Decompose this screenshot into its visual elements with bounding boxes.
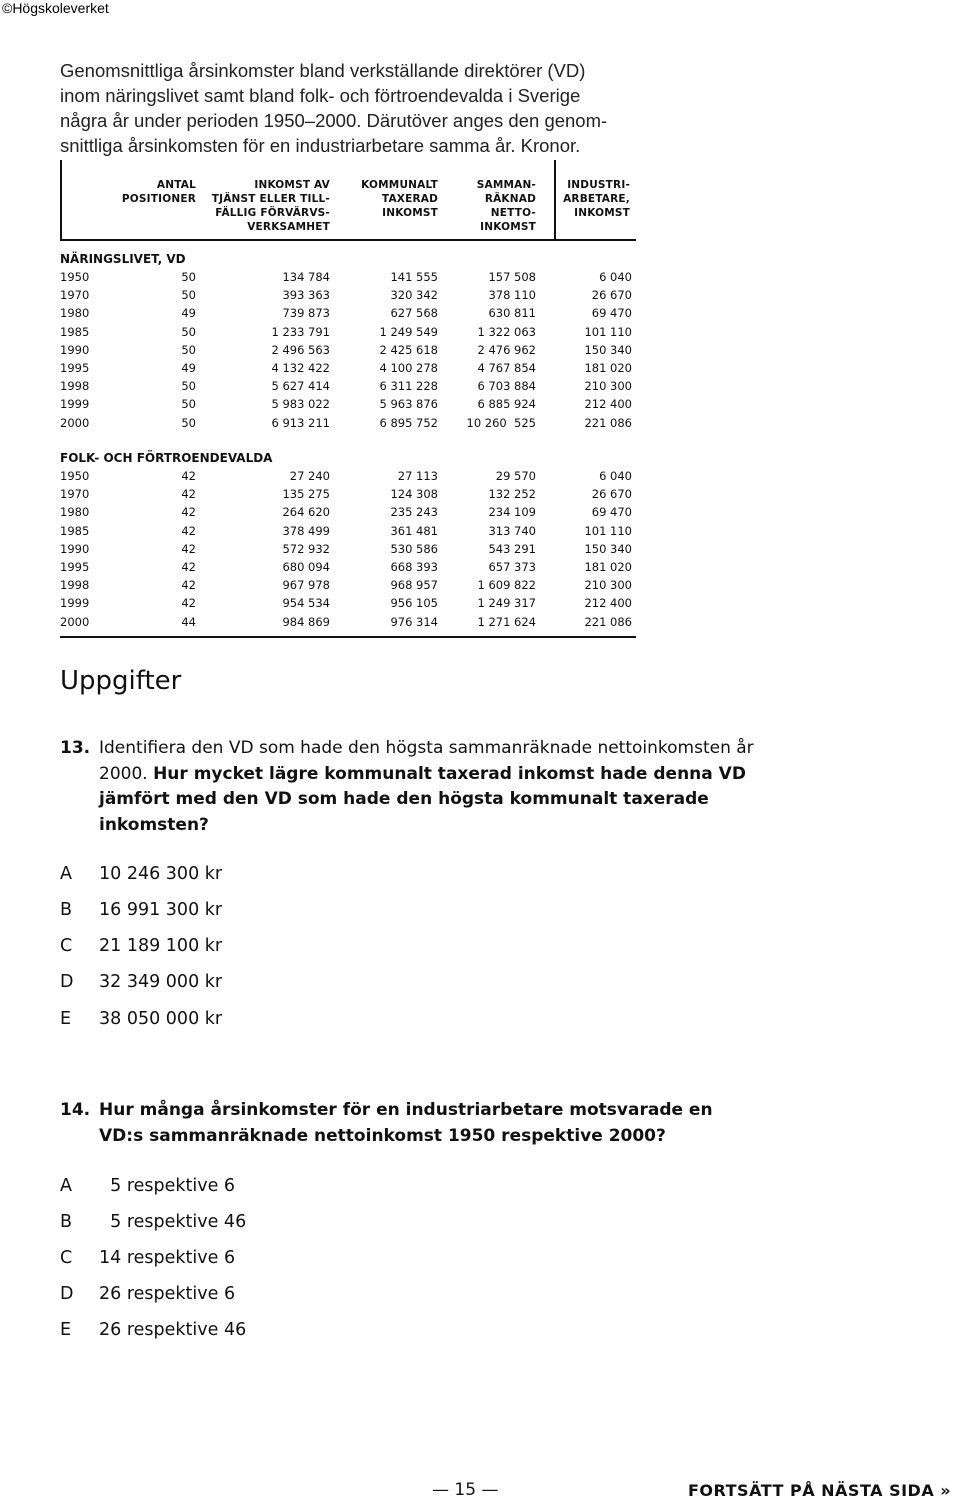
cell-kommunalt: 627 568 — [390, 306, 438, 321]
cell-industri: 210 300 — [584, 578, 632, 593]
cell-kommunalt: 4 100 278 — [379, 361, 438, 375]
cell-industri: 26 670 — [591, 487, 632, 502]
cell-kommunalt: 5 963 876 — [379, 397, 438, 412]
cell-industri: 69 470 — [591, 505, 632, 520]
cell-year: 1998 — [60, 578, 90, 593]
intro-line: snittliga årsinkomsten för en industriarbetare samma år. Kronor. — [60, 135, 581, 156]
page-number: — 15 — — [432, 1480, 499, 1500]
table-row — [60, 397, 632, 415]
cell-year: 1985 — [60, 324, 90, 339]
cell-kommunalt: 1 249 549 — [379, 324, 438, 339]
cell-inkomst: 954 534 — [282, 596, 330, 611]
cell-sammanraknad: 6 703 884 — [477, 379, 536, 394]
cell-kommunalt: 124 308 — [390, 487, 438, 502]
cell-kommunalt: 6 895 752 — [379, 415, 438, 430]
question-number: 13. — [60, 738, 91, 758]
question-text: Identifiera den VD som hade den högsta sammanräknade nettoinkomsten år 2000. Hur mycket lägre kommunalt taxerad inkomst hade denna VD jämfört med den VD som hade den högsta kommunalt taxerade inkomsten? — [99, 738, 754, 835]
cell-kommunalt: 968 957 — [390, 578, 438, 593]
copyright-label: ©Högskoleverket — [2, 0, 109, 16]
cell-sammanraknad: 657 373 — [488, 560, 536, 574]
cell-sammanraknad: 157 508 — [488, 270, 536, 284]
cell-sammanraknad: 132 252 — [488, 487, 536, 502]
table-row — [60, 578, 632, 596]
cell-kommunalt: 141 555 — [390, 270, 438, 284]
cell-industri: 212 400 — [584, 397, 632, 412]
cell-industri: 212 400 — [584, 596, 632, 611]
table-row — [60, 542, 632, 560]
intro-paragraph — [60, 58, 660, 158]
table-divider-right — [554, 160, 556, 240]
table-row — [60, 288, 632, 306]
intro-line: några år under perioden 1950–2000. Därutöver anges den genom- — [60, 110, 608, 131]
cell-kommunalt: 530 586 — [390, 541, 438, 556]
cell-year: 1980 — [60, 505, 90, 520]
cell-year: 1985 — [60, 523, 90, 538]
cell-antal: 50 — [181, 397, 196, 412]
table-row — [60, 505, 632, 523]
continue-label: FORTSÄTT PÅ NÄSTA SIDA » — [688, 1481, 952, 1500]
table-row — [60, 325, 632, 343]
cell-year: 2000 — [60, 415, 90, 430]
cell-inkomst: 680 094 — [282, 560, 330, 574]
cell-industri: 6 040 — [599, 270, 632, 284]
question-14 — [60, 1098, 780, 1149]
cell-sammanraknad: 1 249 317 — [477, 596, 536, 611]
cell-industri: 181 020 — [584, 560, 632, 574]
cell-antal: 50 — [181, 270, 196, 284]
cell-sammanraknad: 378 110 — [488, 288, 536, 303]
cell-inkomst: 967 978 — [282, 578, 330, 593]
cell-year: 1970 — [60, 288, 90, 303]
table-row — [60, 615, 632, 633]
cell-year: 1999 — [60, 397, 90, 412]
cell-year: 1999 — [60, 596, 90, 611]
table-top-rule — [60, 239, 636, 241]
cell-antal: 42 — [181, 578, 196, 593]
cell-year: 1950 — [60, 270, 90, 284]
cell-industri: 150 340 — [584, 342, 632, 357]
cell-sammanraknad: 313 740 — [488, 523, 536, 538]
question-number: 14. — [60, 1100, 91, 1120]
cell-inkomst: 393 363 — [282, 288, 330, 303]
cell-antal: 42 — [181, 523, 196, 538]
section-title-folkvalda: FOLK- OCH FÖRTROENDEVALDA — [60, 451, 273, 465]
cell-industri: 210 300 — [584, 379, 632, 394]
cell-inkomst: 264 620 — [282, 505, 330, 520]
header-sammanraknad: SAMMAN- RÄKNAD NETTO- INKOMST — [476, 179, 536, 233]
cell-antal: 42 — [181, 469, 196, 483]
cell-antal: 42 — [181, 596, 196, 611]
cell-sammanraknad: 29 570 — [495, 469, 536, 483]
cell-year: 1990 — [60, 541, 90, 556]
cell-industri: 221 086 — [584, 415, 632, 430]
cell-industri: 101 110 — [584, 324, 632, 339]
cell-inkomst: 572 932 — [282, 541, 330, 556]
table-row — [60, 306, 632, 324]
cell-antal: 50 — [181, 415, 196, 430]
cell-sammanraknad: 630 811 — [488, 306, 536, 321]
cell-year: 1995 — [60, 361, 90, 375]
cell-kommunalt: 6 311 228 — [379, 379, 438, 394]
cell-year: 1995 — [60, 560, 90, 574]
cell-kommunalt: 361 481 — [390, 523, 438, 538]
cell-industri: 181 020 — [584, 361, 632, 375]
table-row — [60, 560, 632, 578]
cell-sammanraknad: 543 291 — [488, 541, 536, 556]
cell-kommunalt: 235 243 — [390, 505, 438, 520]
cell-antal: 50 — [181, 324, 196, 339]
table-bottom-rule — [60, 636, 636, 638]
cell-sammanraknad: 1 322 063 — [477, 324, 536, 339]
cell-inkomst: 135 275 — [282, 487, 330, 502]
cell-industri: 6 040 — [599, 469, 632, 483]
cell-kommunalt: 27 113 — [397, 469, 438, 483]
cell-inkomst: 378 499 — [282, 523, 330, 538]
header-industriarbetare: INDUSTRI- ARBETARE, INKOMST — [563, 179, 630, 219]
cell-antal: 50 — [181, 288, 196, 303]
cell-kommunalt: 976 314 — [390, 614, 438, 629]
cell-antal: 44 — [181, 614, 196, 629]
cell-antal: 42 — [181, 505, 196, 520]
cell-inkomst: 5 627 414 — [271, 379, 330, 394]
question-13 — [60, 736, 780, 838]
table-row — [60, 469, 632, 487]
section-title-naringslivet: NÄRINGSLIVET, VD — [60, 252, 186, 266]
cell-industri: 26 670 — [591, 288, 632, 303]
cell-sammanraknad: 1 271 624 — [477, 614, 536, 629]
section-heading: Uppgifter — [60, 666, 182, 696]
cell-kommunalt: 2 425 618 — [379, 342, 438, 357]
table-row — [60, 270, 632, 288]
table-row — [60, 379, 632, 397]
table-row — [60, 596, 632, 614]
cell-antal: 50 — [181, 379, 196, 394]
cell-inkomst: 134 784 — [282, 270, 330, 284]
header-kommunalt: KOMMUNALT TAXERAD INKOMST — [361, 179, 438, 219]
cell-year: 2000 — [60, 614, 90, 629]
table-row — [60, 487, 632, 505]
cell-year: 1950 — [60, 469, 90, 483]
cell-kommunalt: 956 105 — [390, 596, 438, 611]
cell-antal: 50 — [181, 342, 196, 357]
cell-inkomst: 2 496 563 — [271, 342, 330, 357]
intro-line: inom näringslivet samt bland folk- och förtroendevalda i Sverige — [60, 85, 581, 106]
cell-industri: 101 110 — [584, 523, 632, 538]
cell-kommunalt: 320 342 — [390, 288, 438, 303]
intro-line: Genomsnittliga årsinkomster bland verkställande direktörer (VD) — [60, 60, 586, 81]
cell-sammanraknad: 4 767 854 — [477, 361, 536, 375]
cell-year: 1990 — [60, 342, 90, 357]
cell-antal: 42 — [181, 487, 196, 502]
cell-antal: 49 — [181, 361, 196, 375]
table-divider-left — [60, 160, 62, 240]
cell-antal: 49 — [181, 306, 196, 321]
cell-sammanraknad: 2 476 962 — [477, 342, 536, 357]
cell-sammanraknad: 234 109 — [488, 505, 536, 520]
cell-year: 1970 — [60, 487, 90, 502]
table-row — [60, 524, 632, 542]
header-antal: ANTAL POSITIONER — [121, 179, 196, 205]
question-text: Hur många årsinkomster för en industriarbetare motsvarade en VD:s sammanräknade nettoinkomst 1950 respektive 2000? — [99, 1100, 713, 1146]
table-row — [60, 416, 632, 434]
header-inkomst: INKOMST AV TJÄNST ELLER TILL- FÄLLIG FÖRVÄRVS- VERKSAMHET — [211, 179, 330, 233]
cell-inkomst: 5 983 022 — [271, 397, 330, 412]
cell-sammanraknad: 6 885 924 — [477, 397, 536, 412]
cell-sammanraknad: 10 260 525 — [466, 415, 536, 430]
cell-year: 1980 — [60, 306, 90, 321]
cell-inkomst: 984 869 — [282, 614, 330, 629]
cell-inkomst: 27 240 — [289, 469, 330, 483]
cell-antal: 42 — [181, 541, 196, 556]
cell-industri: 150 340 — [584, 541, 632, 556]
table-row — [60, 343, 632, 361]
table-row — [60, 361, 632, 379]
cell-inkomst: 1 233 791 — [271, 324, 330, 339]
cell-sammanraknad: 1 609 822 — [477, 578, 536, 593]
cell-year: 1998 — [60, 379, 90, 394]
cell-inkomst: 739 873 — [282, 306, 330, 321]
cell-inkomst: 6 913 211 — [271, 415, 330, 430]
cell-inkomst: 4 132 422 — [271, 361, 330, 375]
cell-industri: 69 470 — [591, 306, 632, 321]
cell-industri: 221 086 — [584, 614, 632, 629]
cell-antal: 42 — [181, 560, 196, 574]
cell-kommunalt: 668 393 — [390, 560, 438, 574]
